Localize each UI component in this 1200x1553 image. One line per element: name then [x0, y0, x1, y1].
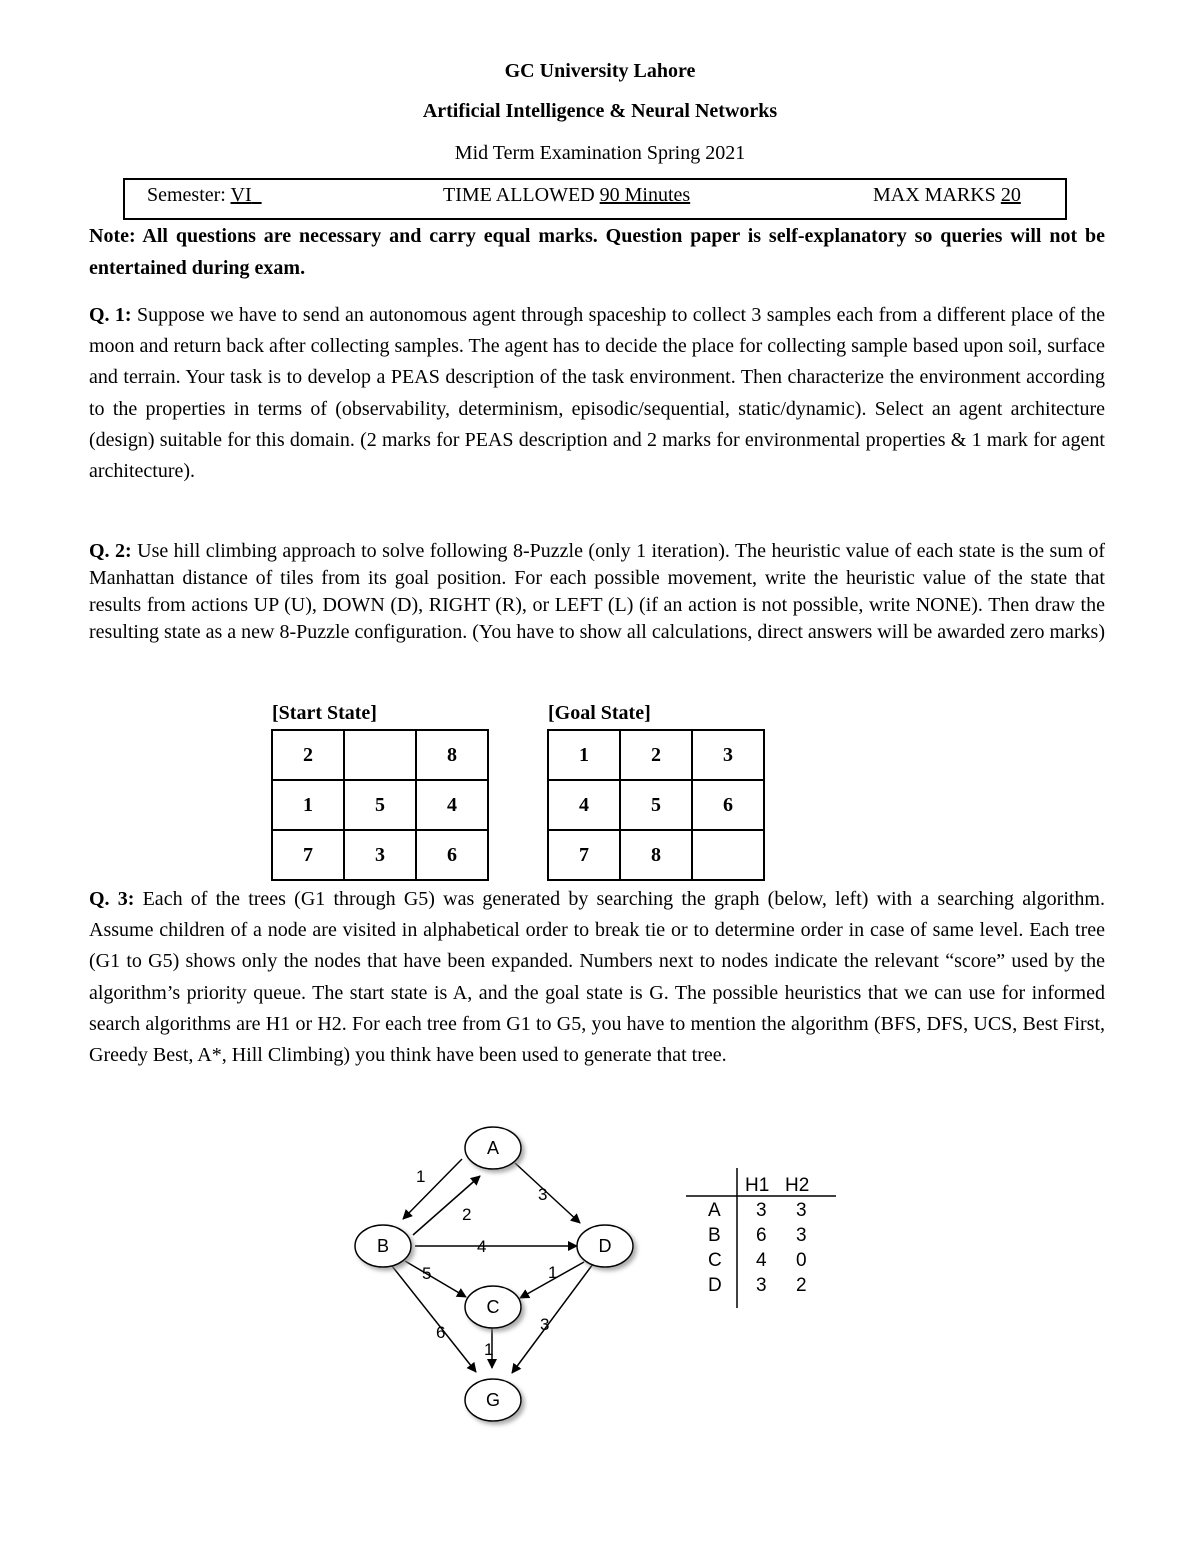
puzzle-cell: 5 [620, 780, 692, 830]
edge-label-d-g: 3 [540, 1315, 550, 1334]
semester-label: Semester: [147, 184, 226, 206]
marks-info [873, 184, 1021, 207]
puzzle-cell: 6 [692, 780, 764, 830]
marks-label: MAX MARKS [873, 184, 996, 206]
edge-label-b-g: 6 [436, 1323, 446, 1342]
node-g-label: G [485, 1390, 501, 1410]
puzzle-cell: 3 [344, 830, 416, 880]
course-title: Artificial Intelligence & Neural Networks [422, 100, 778, 122]
question-3 [89, 884, 1105, 1071]
table-row [272, 780, 488, 830]
puzzle-cell: 5 [344, 780, 416, 830]
node-c-label: C [486, 1297, 500, 1317]
node-d-label: D [598, 1236, 612, 1256]
puzzle-cell: 3 [692, 730, 764, 780]
start-state-grid [271, 729, 489, 881]
semester-value: VI [230, 184, 252, 206]
heuristic-node: C [708, 1250, 722, 1271]
heuristic-h1-value: 3 [756, 1275, 767, 1296]
marks-value: 20 [1000, 184, 1021, 206]
start-state-label: [Start State] [272, 702, 377, 724]
table-row [548, 780, 764, 830]
puzzle-cell: 1 [272, 780, 344, 830]
puzzle-cell: 7 [272, 830, 344, 880]
exam-info-box [123, 178, 1067, 220]
node-a-label: A [486, 1138, 500, 1158]
question-1 [89, 300, 1105, 487]
question-2-label: Q. 2: [89, 540, 132, 562]
heuristic-h2-value: 3 [796, 1200, 807, 1221]
edge-label-a-d: 3 [538, 1185, 548, 1204]
goal-state-label: [Goal State] [548, 702, 651, 724]
university-title: GC University Lahore [504, 60, 696, 82]
puzzle-cell: 8 [416, 730, 488, 780]
edge-label-b-c: 5 [422, 1264, 432, 1283]
heuristic-h2-value: 3 [796, 1225, 807, 1246]
puzzle-cell [692, 830, 764, 880]
time-value: 90 Minutes [599, 184, 691, 206]
puzzle-cell: 4 [416, 780, 488, 830]
table-row [548, 830, 764, 880]
question-2 [89, 538, 1105, 646]
table-row [548, 730, 764, 780]
puzzle-cell: 2 [272, 730, 344, 780]
question-3-label: Q. 3: [89, 888, 135, 910]
node-b-label: B [376, 1236, 390, 1256]
heuristic-table [686, 1168, 836, 1308]
heuristic-h2-value: 2 [796, 1275, 807, 1296]
search-graph [340, 1110, 860, 1450]
edge-b-g [392, 1266, 476, 1372]
exam-title: Mid Term Examination Spring 2021 [454, 142, 746, 164]
heuristic-h1-value: 6 [756, 1225, 767, 1246]
question-3-text: Each of the trees (G1 through G5) was generated by searching the graph (below, left) with a searching algorithm. Assume children of a node are visited in alphabetical order to break tie or to determine order in case of same level. Each tree (G1 to G5) shows only the nodes that have been expanded. Numbers next to nodes indicate the relevant “score” used by the algorithm’s priority queue. The start state is A, and the goal state is G. The possible heuristics that we can use for informed search algorithms are H1 or H2. For each tree from G1 to G5, you have to mention the algorithm (BFS, DFS, UCS, Best First, Greedy Best, A*, Hill Climbing) you think have been used to generate that tree. [89, 888, 1105, 1067]
question-1-label: Q. 1: [89, 304, 132, 326]
puzzle-cell: 6 [416, 830, 488, 880]
edge-label-d-c: 1 [548, 1263, 558, 1282]
edge-a-b [403, 1159, 462, 1219]
heuristic-node: D [708, 1275, 722, 1296]
time-info [443, 184, 690, 207]
goal-state-grid [547, 729, 765, 881]
puzzle-cell: 2 [620, 730, 692, 780]
question-1-text: Suppose we have to send an autonomous agent through spaceship to collect 3 samples each from a different place of the moon and return back after collecting samples. The agent has to decide the place for collecting sample based upon soil, surface and terrain. Your task is to develop a PEAS description of the task environment. Then characterize the environment according to the properties in terms of (observability, determinism, episodic/sequential, static/dynamic). Select an agent architecture (design) suitable for this domain. (2 marks for PEAS description and 2 marks for environmental properties & 1 mark for agent architecture). [89, 304, 1106, 483]
puzzle-cell: 8 [620, 830, 692, 880]
heuristic-node: A [708, 1200, 721, 1221]
puzzle-cell: 1 [548, 730, 620, 780]
heuristic-h1-value: 4 [756, 1250, 767, 1271]
heuristic-header-h2: H2 [785, 1175, 810, 1196]
heuristic-header-h1: H1 [745, 1175, 770, 1196]
question-2-text: Use hill climbing approach to solve following 8-Puzzle (only 1 iteration). The heuristic value of each state is the sum of Manhattan distance of tiles from its goal position. For each possible movement, write the heuristic value of the state that results from actions UP (U), DOWN (D), RIGHT (R), or LEFT (L) (if an action is not possible, write NONE). Then draw the resulting state as a new 8-Puzzle configuration. (You have to show all calculations, direct answers will be awarded zero marks) [89, 540, 1106, 643]
edge-label-b-d: 4 [477, 1237, 487, 1256]
exam-note: Note: All questions are necessary and carry equal marks. Question paper is self-explanatory so queries will not be entertained during exam. [89, 225, 1105, 279]
heuristic-h1-value: 3 [756, 1200, 767, 1221]
edge-b-c [405, 1261, 466, 1297]
table-row [272, 830, 488, 880]
semester-info [147, 184, 262, 207]
edge-label-b-a: 2 [462, 1205, 472, 1224]
puzzle-cell: 4 [548, 780, 620, 830]
puzzle-cell [344, 730, 416, 780]
table-row [272, 730, 488, 780]
heuristic-node: B [708, 1225, 721, 1246]
heuristic-h2-value: 0 [796, 1250, 807, 1271]
edge-label-c-g: 1 [484, 1340, 494, 1359]
edge-a-d [515, 1163, 580, 1223]
puzzle-cell: 7 [548, 830, 620, 880]
edge-label-a-b: 1 [416, 1167, 426, 1186]
time-label: TIME ALLOWED [443, 184, 595, 206]
